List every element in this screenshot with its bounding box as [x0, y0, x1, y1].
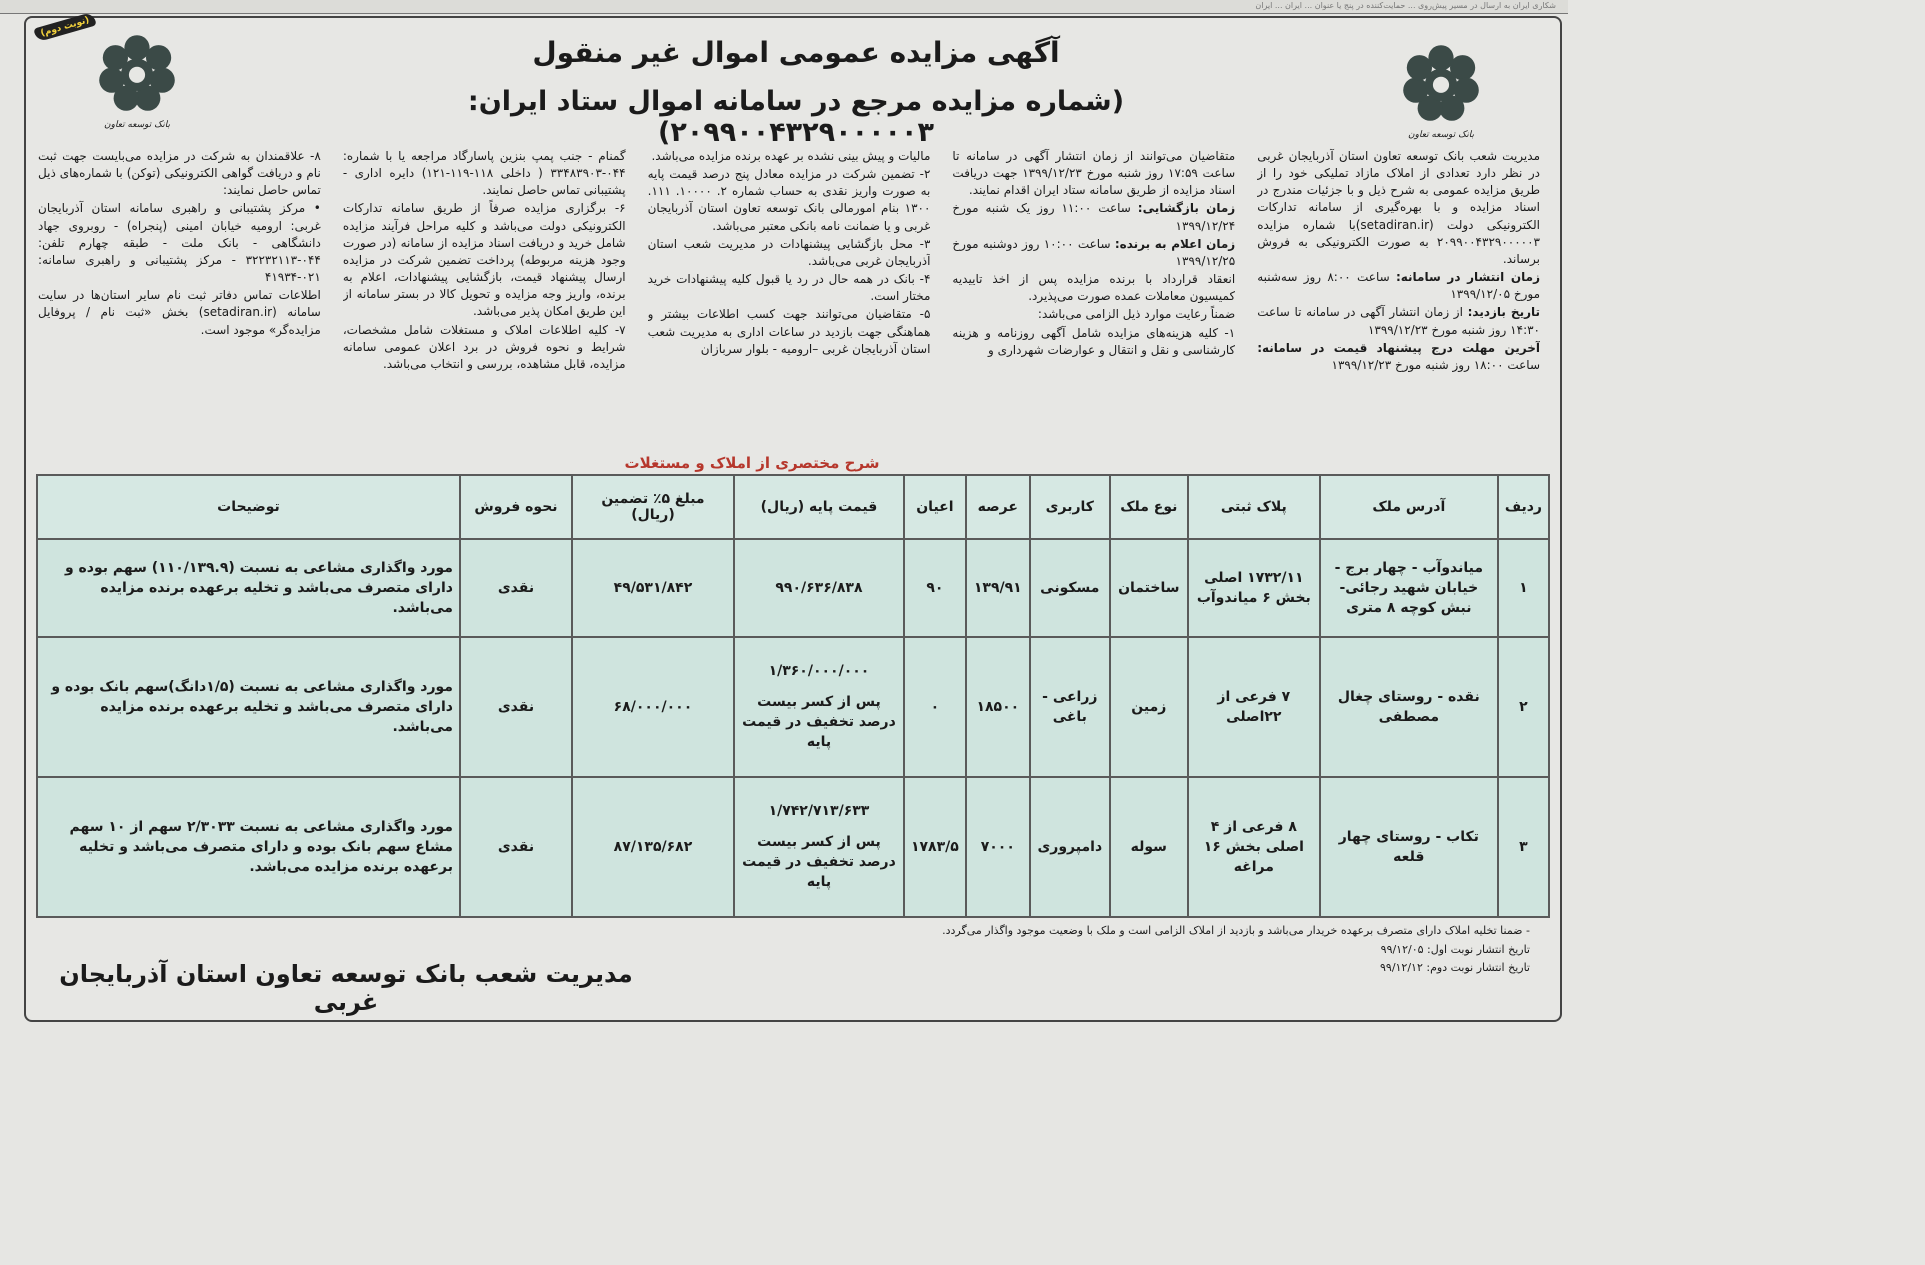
table-row	[37, 777, 1549, 917]
opening-time	[952, 200, 1235, 234]
deadline-label: آخرین مهلت درج پیشنهاد قیمت در سامانه:	[1257, 340, 1540, 355]
cell-deposit: ۶۸/۰۰۰/۰۰۰	[572, 637, 734, 777]
table-header-row	[37, 475, 1549, 539]
intro-text: مدیریت شعب بانک توسعه تعاون استان آذربایجان غربی در نظر دارد تعدادی از املاک مازاد تملیکی خود را از طریق مزایده عمومی به شرح ذیل و با جزئیات مندرج در اسناد مزایده و با بهره‌گیری از سامانه تدارکات الکترونیکی دولت (setadiran.ir)با شماره مزایده ۲۰۹۹۰۰۴۳۲۹۰۰۰۰۰۳ به صورت الکترونیکی به فروش برساند.	[1257, 149, 1540, 266]
deadline-value: ساعت ۱۸:۰۰ روز شنبه مورخ ۱۳۹۹/۱۲/۲۳	[1331, 357, 1540, 372]
bank-logo-right	[1396, 38, 1486, 138]
price-discount-note: پس از کسر بیست درصد تخفیف در قیمت پایه	[742, 693, 896, 751]
price-value: ۹۹۰/۶۳۶/۸۳۸	[775, 579, 863, 596]
winner-label: زمان اعلام به برنده:	[1114, 236, 1236, 251]
flower-logo-icon	[1396, 38, 1486, 128]
opening-label: زمان بازگشایی:	[1137, 201, 1236, 216]
header-address: آدرس ملک	[1320, 475, 1498, 539]
rule-1: ۱- کلیه هزینه‌های مزایده شامل آگهی روزنامه و هزینه کارشناسی و نقل و انتقال و عوارضات شهرداری و	[952, 325, 1236, 357]
rule-5-cont: گمنام - جنب پمپ بنزین پاسارگاد مراجعه یا با شماره: ۰۴۴-۳۳۴۸۳۹۰۳ ( داخلی ۱۱۸-۱۱۹-۱۲۱) دایره اداری - پشتیبانی تماس حاصل نمایند.	[342, 149, 626, 198]
visit-value: از زمان انتشار آگهی در سامانه تا ساعت ۱۴:۳۰ روز شنبه مورخ ۱۳۹۹/۱۲/۲۳	[1257, 305, 1540, 337]
cell-plak: ۷ فرعی از ۲۲اصلی	[1188, 637, 1320, 777]
price-value: ۱/۳۶۰/۰۰۰/۰۰۰	[768, 663, 870, 680]
cell-desc: مورد واگذاری مشاعی به نسبت (۱/۵دانگ)سهم بانک بوده و دارای متصرف می‌باشد و تخلیه برعهده برنده مزایده می‌باشد.	[37, 637, 460, 777]
winner-time	[952, 236, 1235, 270]
table-row	[37, 539, 1549, 637]
cell-sale: نقدی	[460, 777, 572, 917]
cell-area: ۷۰۰۰	[966, 777, 1030, 917]
cell-deposit: ۴۹/۵۳۱/۸۴۲	[572, 539, 734, 637]
rule-6: ۶- برگزاری مزایده صرفاً از طریق سامانه تدارکات الکترونیکی دولت می‌باشد و کلیه مراحل فرآیند مزایده شامل خرید و دریافت اسناد مزایده از سامانه (در صورت وجود هزینه مربوطه) پرداخت تضمین شرکت در مزایده ارسال پیشنهاد قیمت، بازگشایی پیشنهادات، اعلام به برنده، واریز وجه مزایده و تحویل کالا در بستر سامانه از این طریق امکان پذیر می‌باشد.	[342, 201, 626, 319]
cell-use: مسکونی	[1030, 539, 1110, 637]
cell-sale: نقدی	[460, 637, 572, 777]
top-strip: شکاری ایران به ارسال در مسیر پیش‌روی ... حمایت‌کننده در پنج یا عنوان ... ایران ... ایران	[0, 0, 1568, 14]
publish-label: زمان انتشار در سامانه:	[1395, 270, 1540, 285]
cell-address: تکاب - روستای چهار قلعه	[1320, 777, 1498, 917]
second-round-badge: (نوبت دوم)	[33, 12, 97, 43]
cell-sale: نقدی	[460, 539, 572, 637]
cell-row-number: ۲	[1498, 637, 1549, 777]
header-use: کاربری	[1030, 475, 1110, 539]
rule-8: ۸- علاقمندان به شرکت در مزایده می‌بایست جهت ثبت نام و دریافت گواهی الکترونیکی (توکن) با شماره‌های ذیل تماس حاصل نمایند:	[38, 149, 321, 198]
publish-value: ساعت ۸:۰۰ روز سه‌شنبه مورخ ۱۳۹۹/۱۲/۰۵	[1257, 270, 1540, 302]
page-title: آگهی مزایده عمومی اموال غیر منقول	[532, 36, 1060, 69]
terms-columns	[38, 148, 1540, 476]
cell-type: زمین	[1110, 637, 1188, 777]
column-4	[343, 148, 626, 476]
winner-value: ساعت ۱۰:۰۰ روز دوشنبه مورخ ۱۳۹۹/۱۲/۲۵	[952, 236, 1236, 268]
rule-2: ۲- تضمین شرکت در مزایده معادل پنج درصد قیمت پایه به صورت واریز نقدی به حساب شماره ۲. ۱۰۰۰۰. ۱۱۱. ۱۳۰۰ بنام امورمالی بانک توسعه تعاون استان آذربایجان غربی و یا ضمانت نامه بانکی معتبر می‌باشد.	[647, 167, 931, 233]
cell-address: میاندوآب - چهار برج - خیابان شهید رجائی- نبش کوچه ۸ متری	[1320, 539, 1498, 637]
header-sale: نحوه فروش	[460, 475, 572, 539]
first-publish-date: تاریخ انتشار نوبت اول: ۹۹/۱۲/۰۵	[1380, 942, 1530, 956]
cell-ayan: ۹۰	[904, 539, 966, 637]
header-row-number: ردیف	[1498, 475, 1549, 539]
auction-number-subtitle: (شماره مزایده مرجع در سامانه اموال ستاد ایران: ۲۰۹۹۰۰۴۳۲۹۰۰۰۰۰۳)	[467, 86, 1125, 148]
other-provinces: اطلاعات تماس دفاتر ثبت نام سایر استان‌ها در سایت سامانه (setadiran.ir) بخش «ثبت نام / پروفایل مزایده‌گر» موجود است.	[38, 288, 321, 337]
visit-time	[1257, 304, 1540, 338]
price-discount-note: پس از کسر بیست درصد تخفیف در قیمت پایه	[742, 833, 896, 891]
column-1	[1257, 148, 1540, 476]
publish-time	[1257, 269, 1540, 303]
cell-type: سوله	[1110, 777, 1188, 917]
cell-address: نقده - روستای چغال مصطفی	[1320, 637, 1498, 777]
header-ayan: اعیان	[904, 475, 966, 539]
rule-7: ۷- کلیه اطلاعات املاک و مستغلات شامل مشخصات، شرایط و نحوه فروش در برد اعلان عمومی سامانه مزایده، قابل مشاهده، بررسی و انتخاب می‌باشد.	[342, 322, 626, 371]
cell-deposit: ۸۷/۱۳۵/۶۸۲	[572, 777, 734, 917]
column-5	[38, 148, 321, 476]
cell-price	[734, 777, 904, 917]
footnote-line: - ضمنا تخلیه املاک دارای متصرف برعهده خریدار می‌باشد و بازدید از املاک الزامی است و ملک با وضعیت موجود واگذار می‌گردد.	[942, 924, 1530, 937]
cell-area: ۱۳۹/۹۱	[966, 539, 1030, 637]
cell-desc: مورد واگذاری مشاعی به نسبت (۱۱۰/۱۳۹.۹) سهم بوده و دارای متصرف می‌باشد و تخلیه برعهده برنده مزایده می‌باشد.	[37, 539, 460, 637]
advertisement-frame	[24, 16, 1562, 1022]
rule-3: ۳- محل بازگشایی پیشنهادات در مدیریت شعب استان آذربایجان غربی می‌باشد.	[647, 236, 931, 268]
footnote	[530, 922, 1530, 978]
second-publish-date: تاریخ انتشار نوبت دوم: ۹۹/۱۲/۱۲	[1380, 961, 1530, 975]
column-3	[648, 148, 931, 476]
cell-price	[734, 539, 904, 637]
support-center: • مرکز پشتیبانی و راهبری سامانه استان آذربایجان غربی: ارومیه خیابان امینی (پنجراه) - روبروی جهاد دانشگاهی - بانک ملت - طبقه چهارم تلفن: ۰۴۴-۳۲۲۳۲۱۱۳ - مرکز پشتیبانی و راهبری سامانه: ۰۲۱-۴۱۹۳۴	[38, 201, 321, 285]
cell-ayan: ۱۷۸۳/۵	[904, 777, 966, 917]
cell-desc: مورد واگذاری مشاعی به نسبت ۲/۳۰۳۳ سهم از ۱۰ سهم مشاع سهم بانک بوده و دارای متصرف می‌باشد و تخلیه برعهده برنده مزایده می‌باشد.	[37, 777, 460, 917]
table-row	[37, 637, 1549, 777]
header-plak: پلاک ثبتی	[1188, 475, 1320, 539]
bank-logo-left	[92, 28, 182, 128]
document-period: متقاضیان می‌توانند از زمان انتشار آگهی در سامانه تا ساعت ۱۷:۵۹ روز شنبه مورخ ۱۳۹۹/۱۲/۲۳ جهت دریافت اسناد مزایده از طریق سامانه ستاد ایران اقدام نمایند.	[952, 149, 1236, 198]
opening-value: ساعت ۱۱:۰۰ روز یک شنبه مورخ ۱۳۹۹/۱۲/۲۴	[952, 201, 1236, 233]
column-2	[952, 148, 1235, 476]
price-value: ۱/۷۴۲/۷۱۳/۶۳۳	[768, 803, 870, 820]
rule-4: ۴- بانک در همه حال در رد یا قبول کلیه پیشنهادات خرید مختار است.	[647, 272, 931, 304]
flower-logo-icon	[92, 28, 182, 118]
cell-plak: ۱۷۳۲/۱۱ اصلی بخش ۶ میاندوآب	[1188, 539, 1320, 637]
deadline-time	[1257, 340, 1540, 374]
cell-area: ۱۸۵۰۰	[966, 637, 1030, 777]
signature: مدیریت شعب بانک توسعه تعاون استان آذربایجان غربی	[59, 960, 633, 1016]
contract-note: انعقاد قرارداد با برنده مزایده پس از اخذ تاییدیه کمیسیون معاملات عمده صورت می‌پذیرد.	[952, 272, 1236, 304]
cell-type: ساختمان	[1110, 539, 1188, 637]
header-deposit: مبلغ ۵٪ تضمین (ریال)	[572, 475, 734, 539]
logo-caption: بانک توسعه تعاون	[104, 120, 170, 130]
rule-1-cont: مالیات و پیش بینی نشده بر عهده برنده مزایده می‌باشد.	[651, 149, 931, 163]
properties-heading: شرح مختصری از املاک و مستغلات	[566, 454, 938, 472]
header-type: نوع ملک	[1110, 475, 1188, 539]
cell-use: دامپروری	[1030, 777, 1110, 917]
rule-5: ۵- متقاضیان می‌توانند جهت کسب اطلاعات بیشتر و هماهنگی جهت بازدید در ساعات اداری به مدیریت شعب استان آذربایجان غربی –ارومیه - بلوار سربازان	[647, 307, 931, 356]
cell-row-number: ۱	[1498, 539, 1549, 637]
cell-use: زراعی - باغی	[1030, 637, 1110, 777]
cell-plak: ۸ فرعی از ۴ اصلی بخش ۱۶ مراغه	[1188, 777, 1320, 917]
cell-row-number: ۳	[1498, 777, 1549, 917]
cell-ayan: ۰	[904, 637, 966, 777]
rules-intro: ضمناً رعایت موارد ذیل الزامی می‌باشد:	[1037, 307, 1236, 322]
header-desc: توضیحات	[37, 475, 460, 539]
visit-label: تاریخ بازدید:	[1467, 305, 1540, 320]
cell-price	[734, 637, 904, 777]
properties-table	[36, 474, 1550, 918]
header-price: قیمت پایه (ریال)	[734, 475, 904, 539]
logo-caption: بانک توسعه تعاون	[1408, 130, 1474, 140]
header-area: عرصه	[966, 475, 1030, 539]
